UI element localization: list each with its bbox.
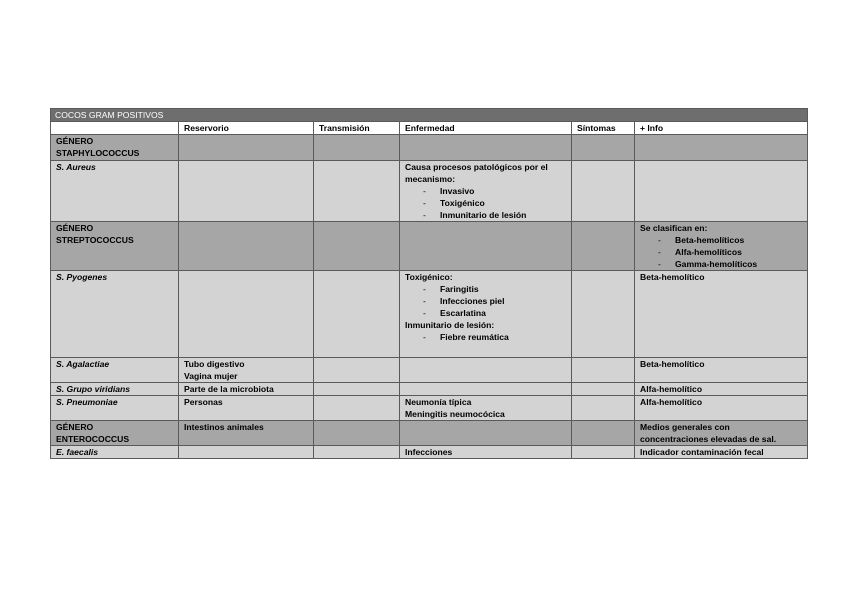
row-genus-enterococcus: [51, 421, 808, 446]
header-reservorio: Reservorio: [179, 122, 314, 135]
list-item: - Fiebre reumática: [405, 331, 566, 343]
list-item: - Beta-hemolíticos: [640, 234, 802, 246]
list-item: - Toxigénico: [405, 197, 566, 209]
s-agalactiae-reservoir: Tubo digestivo Vagina mujer: [179, 358, 314, 383]
streptococcus-info: Se clasifican en: - Beta-hemolíticos - Alfa-hemolíticos - Gamma-hemolíticos: [635, 222, 808, 271]
toxigenic-list: [405, 283, 566, 319]
species-s-pyogenes: S. Pyogenes: [51, 271, 179, 358]
row-e-faecalis: [51, 446, 808, 459]
table-title-row: [51, 109, 808, 122]
header-sintomas: Síntomas: [572, 122, 635, 135]
list-item: - Inmunitario de lesión: [405, 209, 566, 221]
header-transmision: Transmisión: [314, 122, 400, 135]
row-genus-staphylococcus: [51, 135, 808, 161]
hemolysis-type-list: [640, 234, 802, 270]
list-item: - Faringitis: [405, 283, 566, 295]
row-s-aureus: [51, 161, 808, 222]
genus-enterococcus-name: GÉNERO ENTEROCOCCUS: [51, 421, 179, 446]
header-enfermedad: Enfermedad: [400, 122, 572, 135]
s-pneumoniae-info: Alfa-hemolítico: [635, 396, 808, 421]
list-item: - Invasivo: [405, 185, 566, 197]
genus-streptococcus-name: GÉNERO STREPTOCOCCUS: [51, 222, 179, 271]
list-item: - Escarlatina: [405, 307, 566, 319]
list-item: - Gamma-hemolíticos: [640, 258, 802, 270]
s-pyogenes-info: Beta-hemolítico: [635, 271, 808, 358]
row-s-agalactiae: [51, 358, 808, 383]
s-viridians-reservoir: Parte de la microbiota: [179, 383, 314, 396]
s-agalactiae-info: Beta-hemolítico: [635, 358, 808, 383]
s-pneumoniae-disease: Neumonía típica Meningitis neumocócica: [400, 396, 572, 421]
s-viridians-info: Alfa-hemolítico: [635, 383, 808, 396]
table-title: COCOS GRAM POSITIVOS: [51, 109, 808, 122]
enterococcus-reservoir: Intestinos animales: [179, 421, 314, 446]
species-s-aureus: S. Aureus: [51, 161, 179, 222]
row-genus-streptococcus: [51, 222, 808, 271]
cocci-table: [50, 108, 808, 459]
list-item: - Alfa-hemolíticos: [640, 246, 802, 258]
s-aureus-mechanism-list: [405, 185, 566, 221]
species-e-faecalis: E. faecalis: [51, 446, 179, 459]
list-item: - Infecciones piel: [405, 295, 566, 307]
row-s-pyogenes: [51, 271, 808, 358]
header-empty: [51, 122, 179, 135]
e-faecalis-disease: Infecciones: [400, 446, 572, 459]
header-info: + Info: [635, 122, 808, 135]
s-aureus-disease: Causa procesos patológicos por el mecanismo: - Invasivo - Toxigénico - Inmunitario de lesión: [400, 161, 572, 222]
species-s-pneumoniae: S. Pneumoniae: [51, 396, 179, 421]
row-s-viridians: [51, 383, 808, 396]
immune-list: [405, 331, 566, 343]
s-pneumoniae-reservoir: Personas: [179, 396, 314, 421]
table-header-row: [51, 122, 808, 135]
s-pyogenes-disease: Toxigénico: - Faringitis - Infecciones piel - Escarlatina Inmunitario de lesión: - Fiebre reumática: [400, 271, 572, 358]
species-s-viridians: S. Grupo viridians: [51, 383, 179, 396]
e-faecalis-info: Indicador contaminación fecal: [635, 446, 808, 459]
enterococcus-info: Medios generales con concentraciones elevadas de sal.: [635, 421, 808, 446]
species-s-agalactiae: S. Agalactiae: [51, 358, 179, 383]
genus-staphylococcus-name: GÉNERO STAPHYLOCOCCUS: [51, 135, 179, 161]
row-s-pneumoniae: [51, 396, 808, 421]
